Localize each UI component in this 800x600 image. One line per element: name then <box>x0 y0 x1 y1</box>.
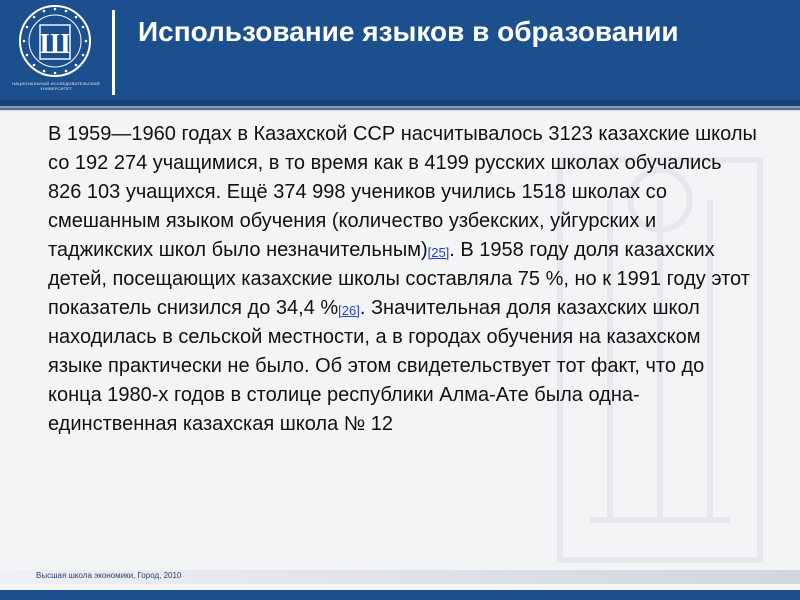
slide-title: Использование языков в образовании <box>138 16 679 47</box>
slide-header <box>0 0 800 110</box>
slide-body-text <box>48 120 760 439</box>
header-shadow <box>0 106 800 112</box>
header-divider <box>112 10 115 95</box>
bottom-bar <box>0 590 800 600</box>
body-text-part3: . Значительная доля казахских школ находилась в сельской местности, а в городах обучения на казахском языке практически не было. Об этом свидетельствует тот факт, что до конца 1980-х годов в столице республики Алма-Ате была одна-единственная казахская школа № 12 <box>48 297 705 435</box>
footer-text: Высшая школа экономики, Город, 2010 <box>36 571 182 580</box>
logo-caption-line2: УНИВЕРСИТЕТ <box>40 86 72 91</box>
svg-text:Ш: Ш <box>39 29 71 60</box>
logo-caption-line1: НАЦИОНАЛЬНЫЙ ИССЛЕДОВАТЕЛЬСКИЙ <box>12 81 100 86</box>
university-logo <box>0 0 110 100</box>
body-text-part2: . В 1958 году доля казахских детей, посещающих казахские школы составляла 75 %, но к 1991 году этот показатель снизился до 34,4 % <box>48 239 750 319</box>
reference-link-25[interactable]: [25] <box>427 245 450 260</box>
logo-caption <box>6 81 106 91</box>
reference-link-26[interactable]: [26] <box>338 303 360 318</box>
body-text-part1: В 1959—1960 годах в Казахской ССР насчитывалось 3123 казахские школы со 192 274 учащимися, в то время как в 4199 русских школах обучались 826 103 учащихся. Ещё 374 998 учеников учились 1518 школах со смешанным языком обучения (количество узбекских, уйгурских и таджикских школ было незначительным) <box>48 123 757 261</box>
